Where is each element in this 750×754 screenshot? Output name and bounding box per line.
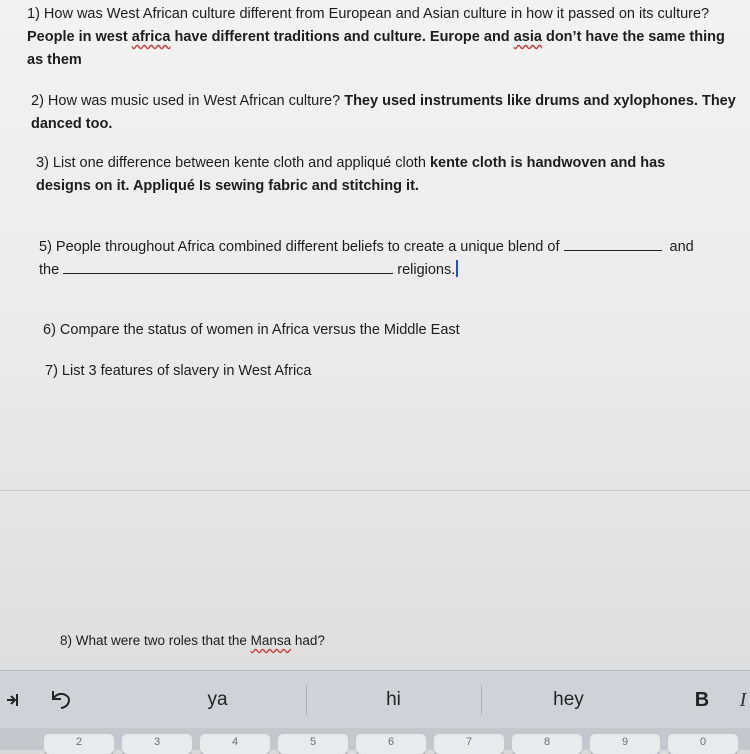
question-5[interactable] bbox=[39, 236, 739, 282]
tab-arrow-icon[interactable] bbox=[0, 671, 24, 729]
bold-button[interactable]: B bbox=[694, 688, 710, 711]
question-8-prefix: 8) What were two roles that the bbox=[60, 633, 247, 648]
question-5-the: the bbox=[39, 262, 60, 278]
question-2-prompt: 2) How was music used in West African culture? bbox=[31, 93, 341, 109]
question-8[interactable] bbox=[60, 629, 660, 652]
question-5-text: 5) People throughout Africa combined different beliefs to create a unique blend of bbox=[39, 239, 560, 255]
question-5-and: and bbox=[669, 239, 694, 255]
key-6[interactable]: 6 bbox=[356, 734, 426, 754]
keyboard-toolbar bbox=[0, 670, 750, 729]
spellcheck-asia[interactable]: asia bbox=[513, 29, 542, 45]
undo-icon[interactable] bbox=[36, 671, 86, 729]
question-2[interactable] bbox=[31, 90, 743, 136]
question-1[interactable] bbox=[27, 3, 739, 72]
key-7[interactable]: 7 bbox=[434, 734, 504, 754]
question-1-answer-part-a: People in west bbox=[27, 29, 128, 45]
question-3-answer: kente cloth is handwoven and has designs on it. Appliqué Is sewing fabric and stitching it. bbox=[36, 155, 666, 194]
key-3[interactable]: 3 bbox=[122, 734, 192, 754]
spellcheck-mansa[interactable]: Mansa bbox=[250, 633, 292, 648]
question-5-religions: religions. bbox=[397, 262, 456, 278]
question-8-suffix: had? bbox=[294, 633, 325, 648]
suggestion-separator bbox=[481, 685, 482, 715]
keyboard-number-row bbox=[0, 728, 750, 750]
italic-button[interactable]: I bbox=[739, 688, 747, 711]
question-2-answer: They used instruments like drums and xylophones. They danced too. bbox=[31, 93, 736, 132]
question-3-prompt: 3) List one difference between kente cloth and appliqué cloth bbox=[36, 155, 426, 171]
question-1-answer-part-c: don’t have the same thing as them bbox=[27, 29, 725, 68]
suggestion-3[interactable]: hey bbox=[553, 689, 584, 710]
key-5[interactable]: 5 bbox=[278, 734, 348, 754]
question-7[interactable]: 7) List 3 features of slavery in West Africa bbox=[45, 363, 312, 379]
key-2[interactable]: 2 bbox=[44, 734, 114, 754]
key-8[interactable]: 8 bbox=[512, 734, 582, 754]
question-3[interactable] bbox=[36, 152, 716, 198]
key-4[interactable]: 4 bbox=[200, 734, 270, 754]
key-9[interactable]: 9 bbox=[590, 734, 660, 754]
spellcheck-africa[interactable]: africa bbox=[131, 29, 171, 45]
question-1-answer-part-b: have different traditions and culture. Europe and bbox=[174, 29, 510, 45]
fill-blank-2[interactable] bbox=[63, 259, 393, 274]
key-0[interactable]: 0 bbox=[668, 734, 738, 754]
question-6[interactable]: 6) Compare the status of women in Africa versus the Middle East bbox=[43, 322, 460, 338]
suggestion-1[interactable]: ya bbox=[207, 689, 228, 710]
suggestion-separator bbox=[306, 685, 307, 715]
question-1-prompt: 1) How was West African culture different from European and Asian culture in how it passed on its culture? bbox=[27, 6, 710, 22]
suggestion-2[interactable]: hi bbox=[386, 689, 401, 710]
fill-blank-1[interactable] bbox=[564, 236, 662, 251]
text-cursor bbox=[456, 260, 458, 277]
